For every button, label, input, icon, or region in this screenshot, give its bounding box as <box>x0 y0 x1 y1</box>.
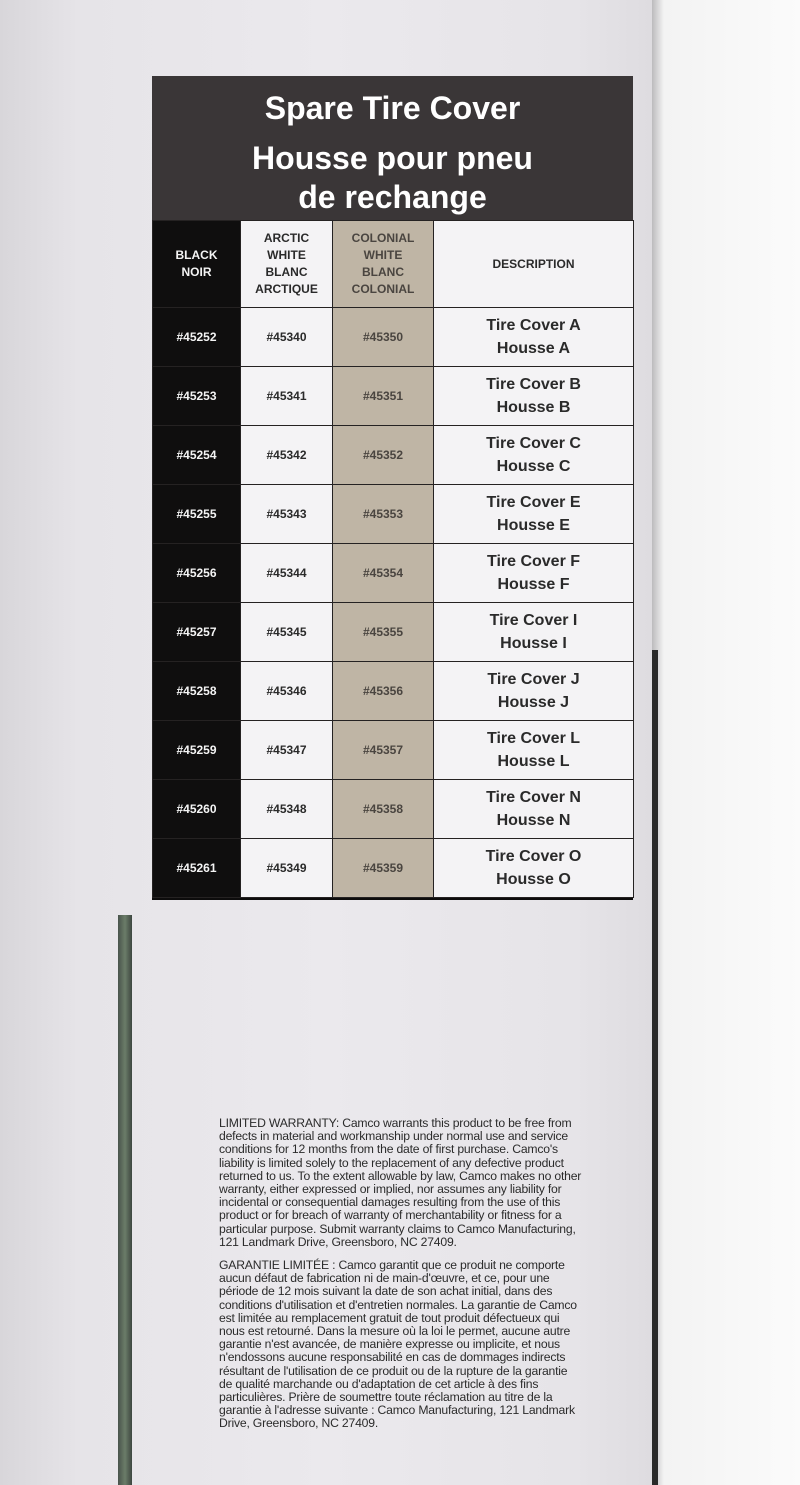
table-row <box>153 721 634 780</box>
column-header-arctic-white: ARCTIC WHITE BLANC ARCTIQUE <box>241 221 333 308</box>
table-row <box>153 603 634 662</box>
description-english: Tire Cover I <box>489 612 578 629</box>
description-english: Tire Cover C <box>486 435 581 452</box>
colonial-white-part-number: #45354 <box>333 544 434 603</box>
title-english: Spare Tire Cover <box>264 90 521 126</box>
colonial-white-part-number: #45355 <box>333 603 434 662</box>
black-part-number: #45252 <box>153 308 241 367</box>
black-part-number: #45257 <box>153 603 241 662</box>
arctic-white-part-number: #45345 <box>241 603 333 662</box>
description-french: Housse O <box>496 871 571 888</box>
warranty-french: GARANTIE LIMITÉE : Camco garantit que ce produit ne comporte aucun défaut de fabrication ni de main-d'œuvre, et ce, pour une période de 12 mois suivant la date de son achat initial, dans des conditions d'utilisation et d'entretien normales. La garantie de Camco est limitée au remplacement gratuit de tout produit défectueux qui nous est retourné. Dans la mesure où la loi le permet, aucune autre garantie n'est avancée, de manière expresse ou implicite, et nous n'endossons aucune responsabilité en cas de dommages indirects résultant de l'utilisation de ce produit ou de la rupture de la garantie de qualité marchande ou d'adaptation de cet article à des fins particulières. Prière de soumettre toute réclamation au titre de la garantie à l'adresse suivante : Camco Manufacturing, 121 Landmark Drive, Greensboro, NC 27409. <box>219 1258 577 1431</box>
description-cell <box>434 662 634 721</box>
table-row <box>153 308 634 367</box>
black-part-number: #45261 <box>153 839 241 898</box>
table-row <box>153 367 634 426</box>
description-french: Housse C <box>496 458 571 475</box>
arctic-white-part-number: #45346 <box>241 662 333 721</box>
description-cell <box>434 367 634 426</box>
arctic-white-part-number: #45344 <box>241 544 333 603</box>
description-french: Housse A <box>496 340 571 357</box>
arctic-white-part-number: #45348 <box>241 780 333 839</box>
description-cell <box>434 780 634 839</box>
colonial-white-part-number: #45356 <box>333 662 434 721</box>
description-english: Tire Cover L <box>486 730 581 747</box>
column-header-colonial-white: COLONIAL WHITE BLANC COLONIAL <box>333 221 434 308</box>
colonial-white-part-number: #45350 <box>333 308 434 367</box>
description-cell <box>434 839 634 898</box>
description-cell <box>434 485 634 544</box>
product-table <box>152 220 634 898</box>
description-french: Housse L <box>497 753 570 770</box>
arctic-white-part-number: #45341 <box>241 367 333 426</box>
column-header-black: BLACK NOIR <box>153 221 241 308</box>
description-cell <box>434 308 634 367</box>
description-english: Tire Cover N <box>486 789 581 806</box>
description-french: Housse F <box>497 576 570 593</box>
table-body <box>153 308 634 898</box>
arctic-white-part-number: #45340 <box>241 308 333 367</box>
description-french: Housse B <box>496 399 571 416</box>
black-part-number: #45258 <box>153 662 241 721</box>
black-part-number: #45256 <box>153 544 241 603</box>
table-row <box>153 426 634 485</box>
arctic-white-part-number: #45343 <box>241 485 333 544</box>
description-french: Housse I <box>500 635 567 652</box>
colonial-white-part-number: #45358 <box>333 780 434 839</box>
description-english: Tire Cover F <box>486 553 581 570</box>
table-row <box>153 780 634 839</box>
description-english: Tire Cover B <box>486 376 581 393</box>
column-header-description: DESCRIPTION <box>434 221 634 308</box>
description-cell <box>434 426 634 485</box>
chart-header <box>152 76 633 220</box>
arctic-white-part-number: #45349 <box>241 839 333 898</box>
description-cell <box>434 544 634 603</box>
colonial-white-part-number: #45353 <box>333 485 434 544</box>
black-part-number: #45260 <box>153 780 241 839</box>
black-part-number: #45259 <box>153 721 241 780</box>
package-dark-edge <box>652 650 658 1485</box>
background-foliage-strip <box>118 915 132 1485</box>
table-row <box>153 544 634 603</box>
warranty-english: LIMITED WARRANTY: Camco warrants this product to be free from defects in material and workmanship under normal use and service conditions for 12 months from the date of first purchase. Camco's liability is limited solely to the replacement of any defective product returned to us. To the extent allowable by law, Camco makes no other warranty, either expressed or implied, nor assumes any liability for incidental or consequential damages resulting from the use of this product or for breach of warranty of merchantability or fitness for a particular purpose. Submit warranty claims to Camco Manufacturing, 121 Landmark Drive, Greensboro, NC 27409. <box>219 1116 582 1249</box>
black-part-number: #45254 <box>153 426 241 485</box>
package-side-edge <box>652 0 800 1485</box>
description-french: Housse N <box>496 812 571 829</box>
description-english: Tire Cover O <box>485 848 582 865</box>
description-cell <box>434 603 634 662</box>
table-row <box>153 839 634 898</box>
table-row <box>153 662 634 721</box>
arctic-white-part-number: #45347 <box>241 721 333 780</box>
title-french-line2: de rechange <box>298 179 487 215</box>
description-cell <box>434 721 634 780</box>
arctic-white-part-number: #45342 <box>241 426 333 485</box>
black-part-number: #45253 <box>153 367 241 426</box>
description-french: Housse J <box>497 694 570 711</box>
color-chart <box>152 76 633 900</box>
warranty-text <box>219 1117 589 1441</box>
black-part-number: #45255 <box>153 485 241 544</box>
table-row <box>153 485 634 544</box>
colonial-white-part-number: #45357 <box>333 721 434 780</box>
title-french-line1: Housse pour pneu <box>252 140 533 176</box>
colonial-white-part-number: #45359 <box>333 839 434 898</box>
colonial-white-part-number: #45352 <box>333 426 434 485</box>
table-header-row <box>153 221 634 308</box>
colonial-white-part-number: #45351 <box>333 367 434 426</box>
description-english: Tire Cover E <box>486 494 581 511</box>
description-english: Tire Cover J <box>487 671 580 688</box>
description-english: Tire Cover A <box>486 317 581 334</box>
description-french: Housse E <box>497 517 570 534</box>
